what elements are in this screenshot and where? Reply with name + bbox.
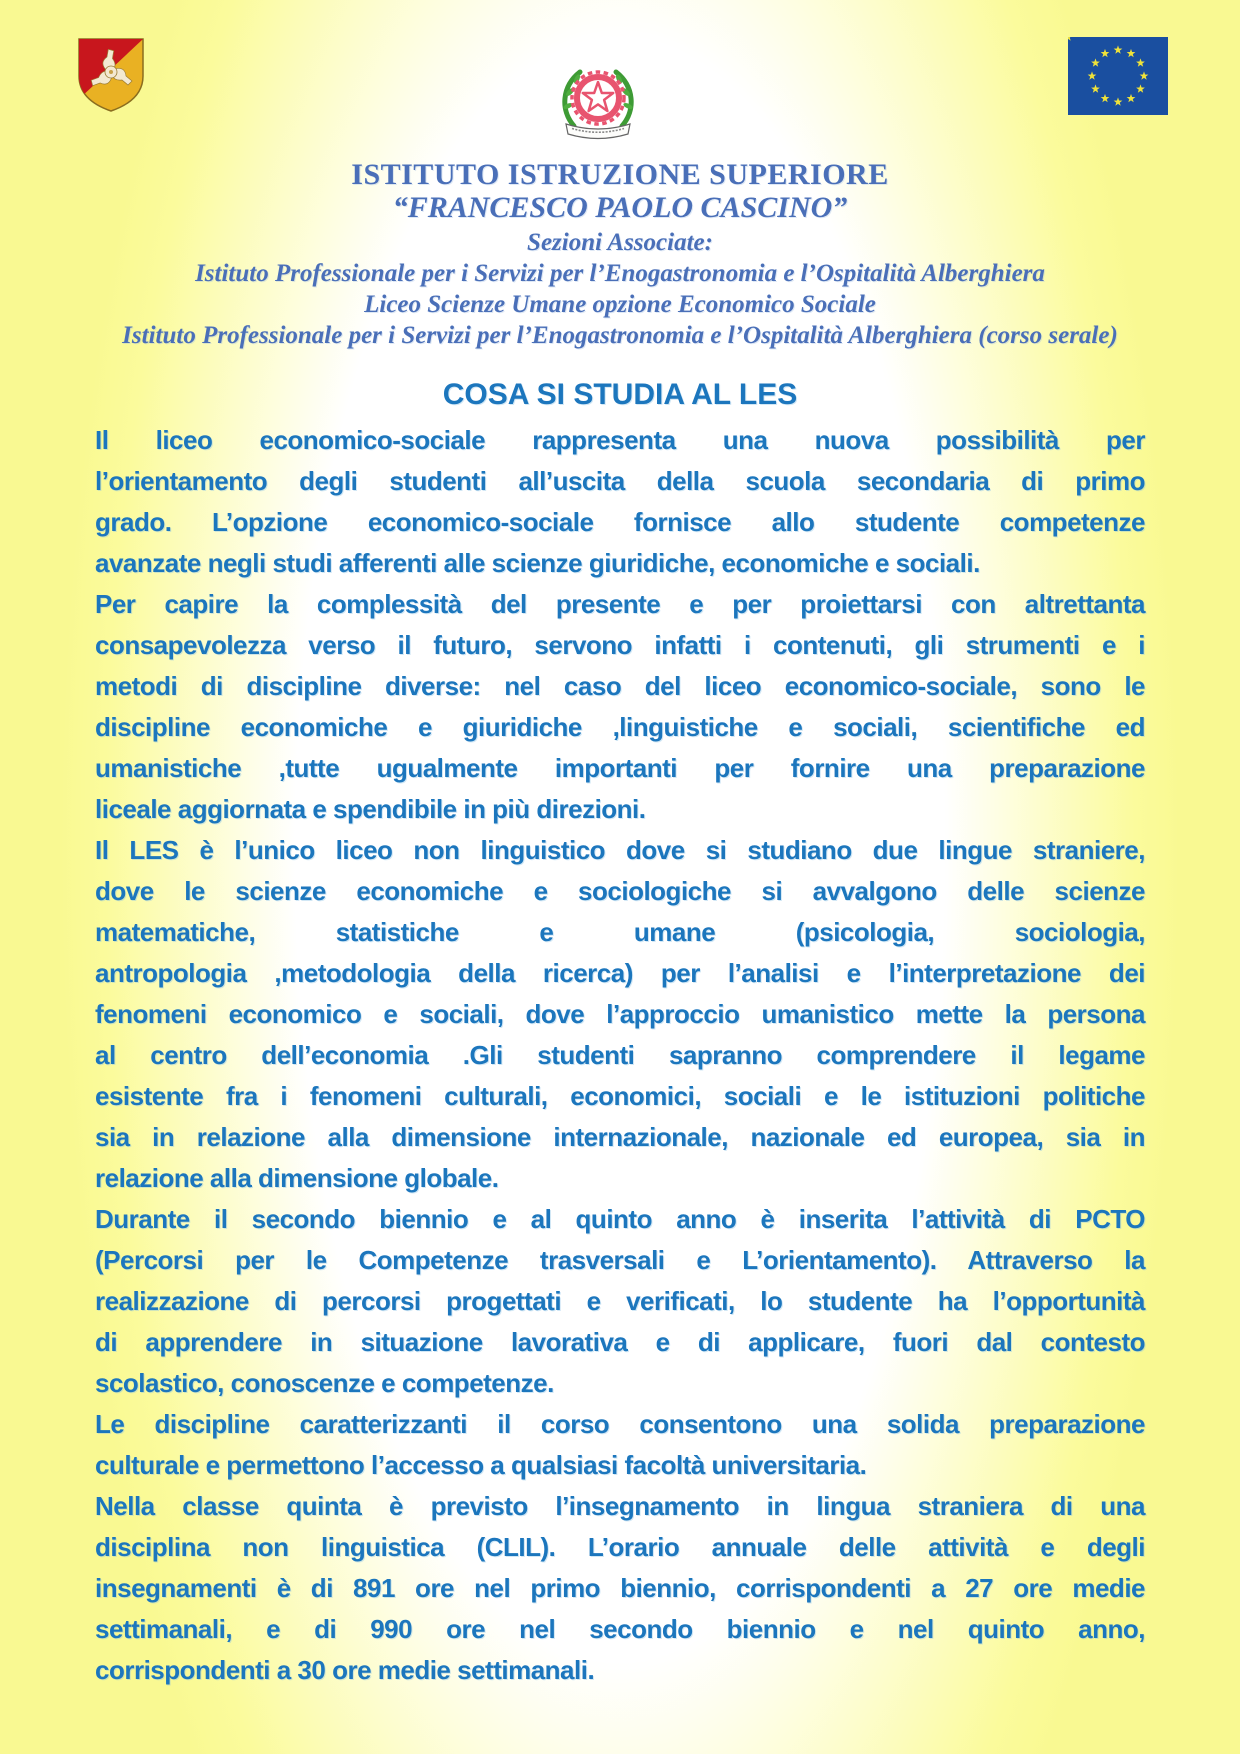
body-line: umanistiche ,tutte ugualmente importanti per fornire una preparazione bbox=[95, 753, 1145, 783]
institute-type: ISTITUTO ISTRUZIONE SUPERIORE bbox=[351, 158, 889, 191]
page-title: COSA SI STUDIA AL LES bbox=[442, 378, 798, 411]
body-line: liceale aggiornata e spendibile in più direzioni. bbox=[95, 794, 646, 824]
body-line: discipline economiche e giuridiche ,linguistiche e sociali, scientifiche ed bbox=[95, 712, 1145, 742]
body-line: l’orientamento degli studenti all’uscita della scuola secondaria di primo bbox=[95, 466, 1145, 496]
body-line: esistente fra i fenomeni culturali, economici, sociali e le istituzioni politiche bbox=[95, 1081, 1145, 1111]
body-line: dove le scienze economiche e sociologiche si avvalgono delle scienze bbox=[95, 876, 1145, 906]
section-line-1: Istituto Professionale per i Servizi per l’Enogastronomia e l’Ospitalità Alberghiera bbox=[195, 260, 1045, 287]
section-line-3: Istituto Professionale per i Servizi per l’Enogastronomia e l’Ospitalità Alberghiera (corso serale) bbox=[122, 322, 1118, 349]
body-line: di apprendere in situazione lavorativa e di applicare, fuori dal contesto bbox=[95, 1327, 1145, 1357]
sicily-coat-of-arms-icon bbox=[76, 36, 146, 114]
sections-label: Sezioni Associate: bbox=[527, 229, 713, 256]
body-line: matematiche, statistiche e umane (psicologia, sociologia, bbox=[95, 917, 1145, 947]
body-line: avanzate negli studi afferenti alle scienze giuridiche, economiche e sociali. bbox=[95, 548, 980, 578]
body-line: Durante il secondo biennio e al quinto anno è inserita l’attività di PCTO bbox=[95, 1204, 1145, 1234]
body-text bbox=[95, 420, 1145, 1691]
body-line: grado. L’opzione economico-sociale fornisce allo studente competenze bbox=[95, 507, 1145, 537]
body-line: (Percorsi per le Competenze trasversali e L’orientamento). Attraverso la bbox=[95, 1245, 1145, 1275]
body-line: consapevolezza verso il futuro, servono infatti i contenuti, gli strumenti e i bbox=[95, 630, 1145, 660]
body-line: culturale e permettono l’accesso a qualsiasi facoltà universitaria. bbox=[95, 1450, 867, 1480]
body-line: realizzazione di percorsi progettati e verificati, lo studente ha l’opportunità bbox=[95, 1286, 1145, 1316]
body-line: insegnamenti è di 891 ore nel primo biennio, corrispondenti a 27 ore medie bbox=[95, 1573, 1145, 1603]
body-line: corrispondenti a 30 ore medie settimanali. bbox=[95, 1655, 595, 1685]
body-line: Le discipline caratterizzanti il corso consentono una solida preparazione bbox=[95, 1409, 1145, 1439]
eu-flag-icon bbox=[1068, 37, 1168, 115]
body-line: fenomeni economico e sociali, dove l’approccio umanistico mette la persona bbox=[95, 999, 1145, 1029]
body-line: Il LES è l’unico liceo non linguistico dove si studiano due lingue straniere, bbox=[95, 835, 1145, 865]
letterhead bbox=[0, 158, 1240, 351]
body-line: disciplina non linguistica (CLIL). L’orario annuale delle attività e degli bbox=[95, 1532, 1145, 1562]
body-line: sia in relazione alla dimensione internazionale, nazionale ed europea, sia in bbox=[95, 1122, 1145, 1152]
body-line: Nella classe quinta è previsto l’insegnamento in lingua straniera di una bbox=[95, 1491, 1145, 1521]
body-line: al centro dell’economia .Gli studenti sapranno comprendere il legame bbox=[95, 1040, 1145, 1070]
body-line: metodi di discipline diverse: nel caso del liceo economico-sociale, sono le bbox=[95, 671, 1145, 701]
body-line: Per capire la complessità del presente e per proiettarsi con altrettanta bbox=[95, 589, 1145, 619]
body-line: relazione alla dimensione globale. bbox=[95, 1163, 499, 1193]
body-line: scolastico, conoscenze e competenze. bbox=[95, 1368, 554, 1398]
section-line-2: Liceo Scienze Umane opzione Economico Sociale bbox=[364, 291, 876, 318]
body-line: antropologia ,metodologia della ricerca) per l’analisi e l’interpretazione dei bbox=[95, 958, 1145, 988]
italian-republic-emblem-icon bbox=[552, 60, 644, 152]
institute-name: “FRANCESCO PAOLO CASCINO” bbox=[392, 191, 848, 224]
body-line: Il liceo economico-sociale rappresenta una nuova possibilità per bbox=[95, 425, 1145, 455]
body-line: settimanali, e di 990 ore nel secondo biennio e nel quinto anno, bbox=[95, 1614, 1145, 1644]
